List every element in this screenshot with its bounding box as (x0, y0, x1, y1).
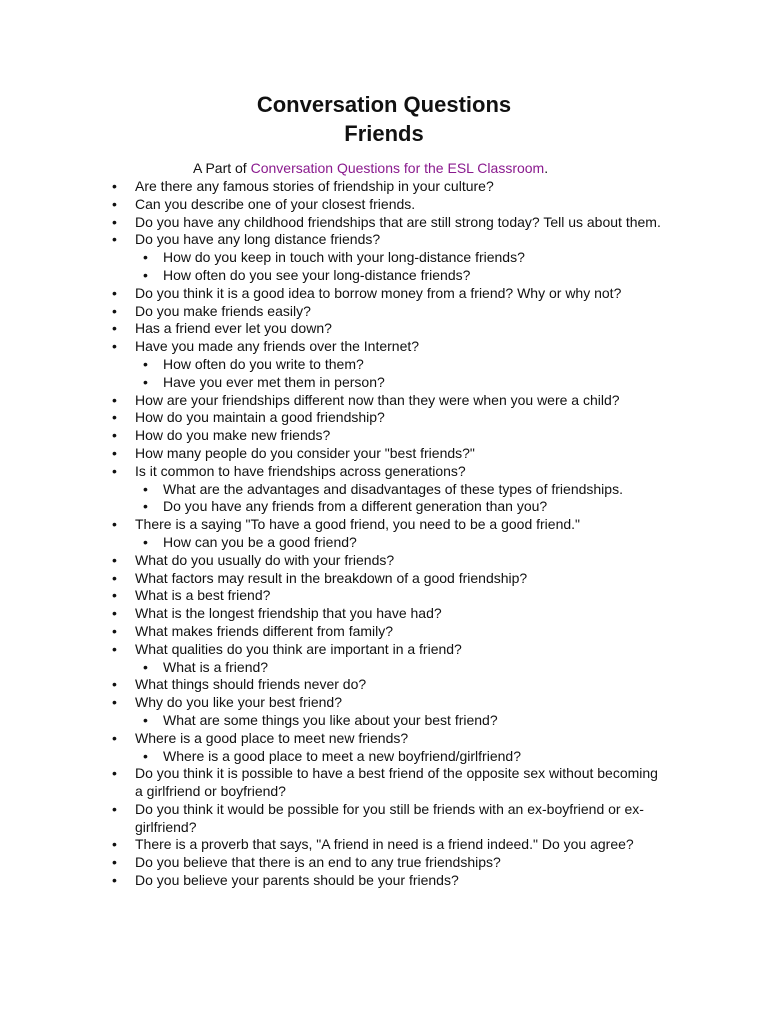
bullet-icon: • (112, 427, 117, 444)
bullet-icon: • (112, 320, 117, 337)
question-item (0, 214, 768, 232)
bullet-icon: • (143, 480, 148, 497)
bullet-icon: • (112, 444, 117, 461)
bullet-icon: • (112, 676, 117, 693)
question-text: Do you make friends easily? (135, 302, 311, 319)
question-text: Is it common to have friendships across generations? (135, 462, 466, 479)
question-item (0, 570, 768, 588)
question-item (0, 587, 768, 605)
bullet-icon: • (143, 658, 148, 675)
bullet-icon: • (143, 373, 148, 390)
question-item (0, 623, 768, 641)
bullet-icon: • (112, 605, 117, 622)
question-item (0, 285, 768, 303)
question-text: Do you think it is a good idea to borrow money from a friend? Why or why not? (135, 284, 622, 301)
question-text: Do you have any childhood friendships that are still strong today? Tell us about them. (135, 213, 661, 230)
sub-question-item (0, 748, 768, 766)
question-item (0, 801, 768, 837)
question-text: What is the longest friendship that you have had? (135, 605, 442, 622)
question-item (0, 836, 768, 854)
question-item (0, 694, 768, 712)
question-item (0, 178, 768, 196)
bullet-icon: • (112, 302, 117, 319)
question-item (0, 765, 768, 801)
intro-suffix: . (544, 160, 549, 176)
question-item (0, 676, 768, 694)
page-subtitle: Friends (344, 121, 424, 146)
question-text: Where is a good place to meet new friends? (135, 729, 409, 746)
bullet-icon: • (112, 587, 117, 604)
sub-question-item (0, 249, 768, 267)
question-item (0, 320, 768, 338)
sub-question-item (0, 712, 768, 730)
question-item (0, 445, 768, 463)
sub-question-item (0, 267, 768, 285)
question-text: How do you keep in touch with your long-distance friends? (163, 249, 525, 266)
bullet-icon: • (112, 338, 117, 355)
question-list (0, 178, 768, 890)
sub-question-item (0, 498, 768, 516)
bullet-icon: • (112, 694, 117, 711)
question-text: How are your friendships different now than they were when you were a child? (135, 391, 620, 408)
question-item (0, 605, 768, 623)
question-text: What is a friend? (163, 658, 269, 675)
question-text: Do you think it would be possible for you still be friends with an ex-boyfriend or ex-girlfriend? (135, 800, 644, 835)
question-text: Can you describe one of your closest friends. (135, 195, 416, 212)
sub-question-item (0, 481, 768, 499)
sub-question-item (0, 356, 768, 374)
bullet-icon: • (112, 178, 117, 194)
question-text: Have you ever met them in person? (163, 373, 385, 390)
question-text: Do you think it is possible to have a best friend of the opposite sex without becoming a girlfriend or boyfriend? (135, 765, 658, 800)
bullet-icon: • (112, 409, 117, 426)
bullet-icon: • (112, 640, 117, 657)
question-text: How can you be a good friend? (163, 533, 357, 550)
question-text: How do you maintain a good friendship? (135, 409, 385, 426)
document-title (0, 90, 768, 148)
esl-classroom-link[interactable]: Conversation Questions for the ESL Classroom (250, 160, 545, 176)
question-text: What makes friends different from family? (135, 622, 394, 639)
bullet-icon: • (143, 747, 148, 764)
bullet-icon: • (112, 765, 117, 782)
bullet-icon: • (143, 355, 148, 372)
question-text: How do you make new friends? (135, 427, 331, 444)
question-item (0, 338, 768, 356)
question-text: What are some things you like about your best friend? (163, 711, 498, 728)
bullet-icon: • (112, 231, 117, 248)
bullet-icon: • (143, 711, 148, 728)
question-item (0, 463, 768, 481)
bullet-icon: • (112, 195, 117, 212)
question-item (0, 231, 768, 249)
question-text: There is a proverb that says, "A friend in need is a friend indeed." Do you agree? (135, 836, 634, 853)
question-text: How many people do you consider your "best friends?" (135, 444, 475, 461)
question-text: Do you believe your parents should be your friends? (135, 872, 459, 889)
bullet-icon: • (112, 569, 117, 586)
bullet-icon: • (112, 462, 117, 479)
question-text: What is a best friend? (135, 587, 271, 604)
question-text: Why do you like your best friend? (135, 694, 342, 711)
bullet-icon: • (143, 266, 148, 283)
question-text: What factors may result in the breakdown of a good friendship? (135, 569, 528, 586)
sub-question-item (0, 374, 768, 392)
bullet-icon: • (112, 284, 117, 301)
question-text: Have you made any friends over the Internet? (135, 338, 420, 355)
intro-prefix: A Part of (193, 160, 251, 176)
question-item (0, 392, 768, 410)
question-item (0, 872, 768, 890)
question-item (0, 409, 768, 427)
sub-question-item (0, 659, 768, 677)
bullet-icon: • (112, 800, 117, 817)
question-item (0, 303, 768, 321)
question-text: There is a saying "To have a good friend, you need to be a good friend." (135, 516, 581, 533)
question-item (0, 854, 768, 872)
intro-line (0, 160, 768, 178)
question-text: Do you have any long distance friends? (135, 231, 381, 248)
bullet-icon: • (143, 498, 148, 515)
question-text: Where is a good place to meet a new boyfriend/girlfriend? (163, 747, 521, 764)
bullet-icon: • (112, 872, 117, 889)
bullet-icon: • (112, 516, 117, 533)
question-text: Do you believe that there is an end to any true friendships? (135, 854, 501, 871)
sub-question-item (0, 534, 768, 552)
bullet-icon: • (112, 622, 117, 639)
bullet-icon: • (143, 249, 148, 266)
question-text: Do you have any friends from a different generation than you? (163, 498, 548, 515)
question-item (0, 427, 768, 445)
question-item (0, 730, 768, 748)
question-text: Are there any famous stories of friendship in your culture? (135, 178, 494, 194)
question-text: What qualities do you think are important in a friend? (135, 640, 462, 657)
question-text: What are the advantages and disadvantages of these types of friendships. (163, 480, 623, 497)
question-item (0, 641, 768, 659)
page-title: Conversation Questions (256, 92, 512, 117)
question-item (0, 552, 768, 570)
question-item (0, 196, 768, 214)
question-text: How often do you see your long-distance friends? (163, 266, 471, 283)
bullet-icon: • (112, 391, 117, 408)
question-text: Has a friend ever let you down? (135, 320, 332, 337)
question-text: How often do you write to them? (163, 355, 364, 372)
question-text: What do you usually do with your friends? (135, 551, 395, 568)
bullet-icon: • (112, 551, 117, 568)
question-item (0, 516, 768, 534)
question-text: What things should friends never do? (135, 676, 367, 693)
bullet-icon: • (112, 213, 117, 230)
bullet-icon: • (112, 729, 117, 746)
bullet-icon: • (112, 836, 117, 853)
bullet-icon: • (112, 854, 117, 871)
bullet-icon: • (143, 533, 148, 550)
